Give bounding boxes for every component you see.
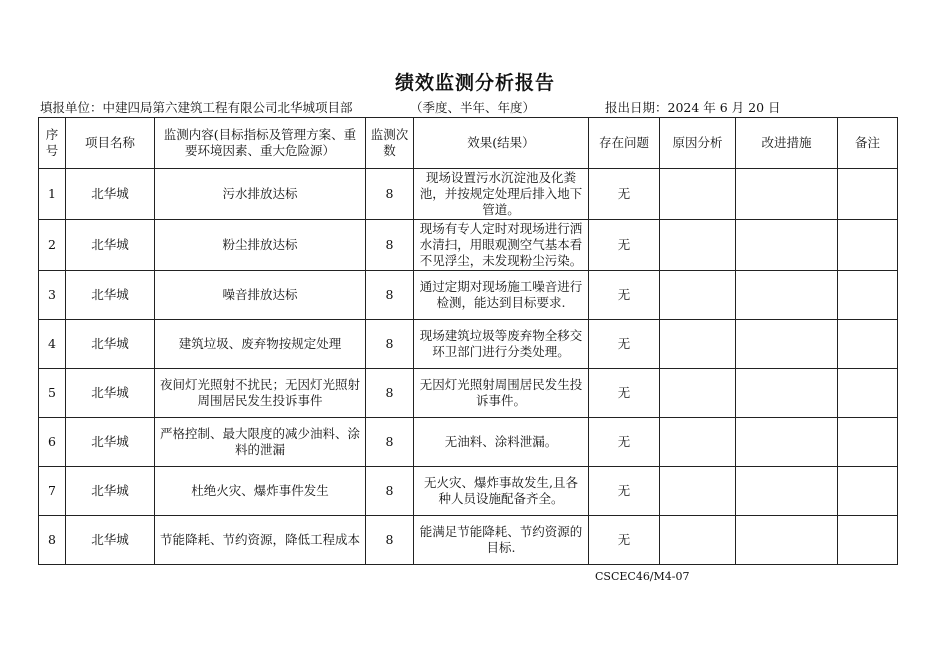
cell-project: 北华城 <box>66 516 155 565</box>
cell-no: 7 <box>39 467 66 516</box>
cell-problem: 无 <box>589 418 660 467</box>
header-content: 监测内容(目标指标及管理方案、重要环境因素、重大危险源） <box>155 118 366 169</box>
cell-effect: 现场建筑垃圾等废弃物全移交环卫部门进行分类处理。 <box>414 320 589 369</box>
header-remark: 备注 <box>838 118 898 169</box>
cell-cause <box>660 271 736 320</box>
cell-no: 1 <box>39 169 66 220</box>
header-measure: 改进措施 <box>736 118 838 169</box>
cell-cause <box>660 516 736 565</box>
cell-content: 夜间灯光照射不扰民；无因灯光照射周围居民发生投诉事件 <box>155 369 366 418</box>
header-project: 项目名称 <box>66 118 155 169</box>
cell-content: 污水排放达标 <box>155 169 366 220</box>
cell-count: 8 <box>366 418 414 467</box>
cell-no: 4 <box>39 320 66 369</box>
cell-project: 北华城 <box>66 271 155 320</box>
cell-count: 8 <box>366 516 414 565</box>
header-count: 监测次数 <box>366 118 414 169</box>
cell-effect: 无火灾、爆炸事故发生,且各种人员设施配备齐全。 <box>414 467 589 516</box>
header-effect: 效果(结果） <box>414 118 589 169</box>
cell-measure <box>736 320 838 369</box>
cell-count: 8 <box>366 271 414 320</box>
cell-project: 北华城 <box>66 369 155 418</box>
cell-effect: 无因灯光照射周围居民发生投诉事件。 <box>414 369 589 418</box>
cell-content: 节能降耗、节约资源，降低工程成本 <box>155 516 366 565</box>
cell-cause <box>660 418 736 467</box>
cell-project: 北华城 <box>66 220 155 271</box>
cell-remark <box>838 220 898 271</box>
cell-measure <box>736 418 838 467</box>
table-row <box>39 516 898 565</box>
cell-project: 北华城 <box>66 467 155 516</box>
cell-measure <box>736 467 838 516</box>
reporting-unit: 填报单位：中建四局第六建筑工程有限公司北华城项目部 <box>40 100 353 115</box>
cell-effect: 能满足节能降耗、节约资源的目标. <box>414 516 589 565</box>
cell-problem: 无 <box>589 220 660 271</box>
cell-remark <box>838 418 898 467</box>
table-header-row <box>39 118 898 169</box>
cell-problem: 无 <box>589 467 660 516</box>
header-no: 序号 <box>39 118 66 169</box>
cell-effect: 无油料、涂料泄漏。 <box>414 418 589 467</box>
table-row <box>39 320 898 369</box>
cell-effect: 现场有专人定时对现场进行洒水清扫，用眼观测空气基本看不见浮尘，未发现粉尘污染。 <box>414 220 589 271</box>
cell-count: 8 <box>366 169 414 220</box>
table-row <box>39 220 898 271</box>
report-title: 绩效监测分析报告 <box>394 72 555 94</box>
cell-problem: 无 <box>589 169 660 220</box>
cell-content: 建筑垃圾、废弃物按规定处理 <box>155 320 366 369</box>
cell-count: 8 <box>366 369 414 418</box>
cell-remark <box>838 467 898 516</box>
table-row <box>39 467 898 516</box>
cell-no: 2 <box>39 220 66 271</box>
cell-count: 8 <box>366 467 414 516</box>
cell-project: 北华城 <box>66 320 155 369</box>
table-row <box>39 169 898 220</box>
cell-cause <box>660 369 736 418</box>
cell-remark <box>838 516 898 565</box>
cell-measure <box>736 516 838 565</box>
table-row <box>39 418 898 467</box>
cell-cause <box>660 320 736 369</box>
cell-cause <box>660 467 736 516</box>
cell-effect: 现场设置污水沉淀池及化粪池，并按规定处理后排入地下管道。 <box>414 169 589 220</box>
cell-problem: 无 <box>589 320 660 369</box>
cell-measure <box>736 220 838 271</box>
cell-measure <box>736 169 838 220</box>
cell-remark <box>838 320 898 369</box>
cell-content: 严格控制、最大限度的减少油料、涂料的泄漏 <box>155 418 366 467</box>
monitoring-table <box>38 117 898 565</box>
cell-remark <box>838 369 898 418</box>
cell-no: 3 <box>39 271 66 320</box>
cell-no: 6 <box>39 418 66 467</box>
cell-measure <box>736 369 838 418</box>
cell-count: 8 <box>366 320 414 369</box>
report-date: 报出日期：2024 年 6 月 20 日 <box>605 100 781 115</box>
cell-content: 噪音排放达标 <box>155 271 366 320</box>
cell-content: 粉尘排放达标 <box>155 220 366 271</box>
cell-project: 北华城 <box>66 169 155 220</box>
cell-measure <box>736 271 838 320</box>
cell-problem: 无 <box>589 369 660 418</box>
reporting-period: （季度、半年、年度） <box>410 100 536 115</box>
cell-effect: 通过定期对现场施工噪音进行检测，能达到目标要求. <box>414 271 589 320</box>
cell-remark <box>838 169 898 220</box>
cell-remark <box>838 271 898 320</box>
cell-cause <box>660 169 736 220</box>
cell-problem: 无 <box>589 271 660 320</box>
header-cause: 原因分析 <box>660 118 736 169</box>
cell-no: 8 <box>39 516 66 565</box>
cell-content: 杜绝火灾、爆炸事件发生 <box>155 467 366 516</box>
cell-no: 5 <box>39 369 66 418</box>
header-problem: 存在问题 <box>589 118 660 169</box>
cell-cause <box>660 220 736 271</box>
cell-project: 北华城 <box>66 418 155 467</box>
table-row <box>39 369 898 418</box>
document-code: CSCEC46/M4-07 <box>595 570 690 583</box>
cell-problem: 无 <box>589 516 660 565</box>
table-row <box>39 271 898 320</box>
cell-count: 8 <box>366 220 414 271</box>
